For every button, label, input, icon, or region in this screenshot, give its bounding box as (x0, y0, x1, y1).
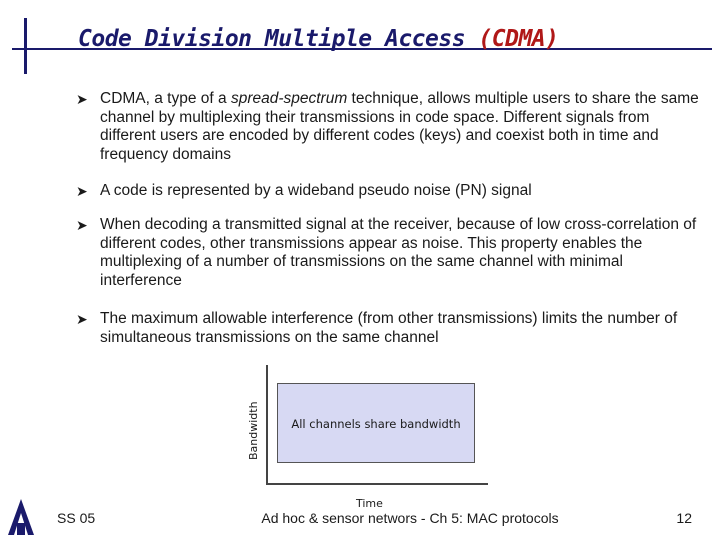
page-number: 12 (676, 510, 692, 526)
bullet-text: The maximum allowable interference (from other transmissions) limits the number of simultaneous transmissions on the same channel (100, 310, 678, 346)
slide-title-main: Code Division Multiple Access (78, 26, 479, 52)
footer-course-title: Ad hoc & sensor networs - Ch 5: MAC protocols (261, 510, 559, 526)
shared-bandwidth-box (277, 383, 475, 463)
time-axis-label: Time (356, 497, 383, 510)
bullet-item (76, 310, 700, 347)
time-axis (266, 483, 488, 485)
arrow-bullet-icon: ➤ (76, 311, 88, 327)
title-vertical-rule (24, 18, 27, 74)
arrow-bullet-icon: ➤ (76, 217, 88, 233)
bullet-item (76, 216, 700, 290)
bandwidth-axis (266, 365, 268, 485)
bullet-text: A code is represented by a wideband pseudo noise (PN) signal (100, 182, 532, 199)
bullet-item (76, 90, 700, 164)
arrow-bullet-icon: ➤ (76, 183, 88, 199)
arrow-bullet-icon: ➤ (76, 91, 88, 107)
bullet-text-part: CDMA, a type of a (100, 90, 231, 107)
slide-title (78, 26, 559, 52)
bullet-emphasis: spread-spectrum (230, 90, 348, 107)
bullet-text-part: technique, allows multiple users to share the same channel by multiplexing their transmissions in code space. Different signals from different users are encoded by different codes (keys) and coexist both in time and frequency domains (100, 90, 699, 163)
bullet-text (100, 90, 700, 164)
bandwidth-axis-label: Bandwidth (247, 401, 260, 460)
shared-bandwidth-label: All channels share bandwidth (291, 417, 461, 431)
bullet-item (76, 182, 700, 201)
bullet-text: When decoding a transmitted signal at the receiver, because of low cross-correlation of different codes, other transmissions appear as noise. This property enables the multiplexing of a number of transmissions on the same channel with minimal interference (100, 216, 697, 289)
slide-title-accent: (CDMA) (478, 26, 559, 52)
course-code: SS 05 (57, 510, 96, 526)
